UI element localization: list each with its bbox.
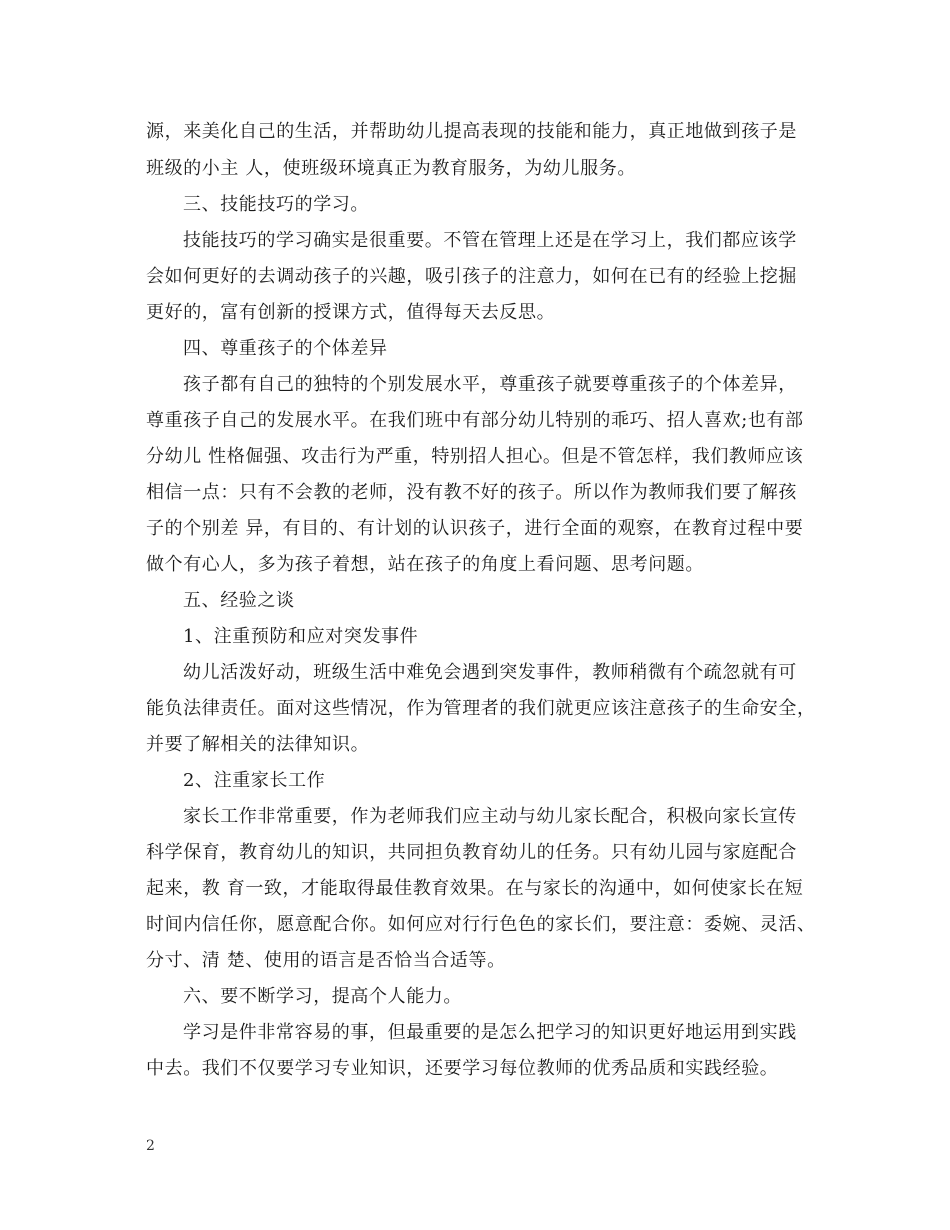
text-line: 时间内信任你，愿意配合你。如何应对行行色色的家长们，要注意：委婉、灵活、: [146, 914, 816, 935]
text-line: 尊重孩子自己的发展水平。在我们班中有部分幼儿特别的乖巧、招人喜欢;也有部: [146, 410, 804, 431]
subsection-heading: 2、注重家长工作: [183, 770, 326, 791]
subsection-heading: 1、注重预防和应对突发事件: [183, 626, 419, 647]
text-line: 子的个别差 异，有目的、有计划的认识孩子，进行全面的观察，在教育过程中要: [146, 518, 804, 539]
text-line: 分寸、清 楚、使用的语言是否恰当合适等。: [146, 950, 506, 971]
text-line: 幼儿活泼好动，班级生活中难免会遇到突发事件，教师稍微有个疏忽就有可: [183, 662, 797, 683]
text-line: 孩子都有自己的独特的个别发展水平，尊重孩子就要尊重孩子的个体差异，: [183, 374, 797, 395]
text-line: 起来，教 育一致，才能取得最佳教育效果。在与家长的沟通中，如何使家长在短: [146, 878, 804, 899]
section-heading: 五、经验之谈: [183, 590, 295, 611]
text-line: 学习是件非常容易的事，但最重要的是怎么把学习的知识更好地运用到实践: [183, 1022, 797, 1043]
text-line: 源，来美化自己的生活，并帮助幼儿提高表现的技能和能力，真正地做到孩子是: [146, 121, 797, 142]
text-line: 会如何更好的去调动孩子的兴趣，吸引孩子的注意力，如何在已有的经验上挖掘: [146, 266, 797, 287]
text-line: 中去。我们不仅要学习专业知识，还要学习每位教师的优秀品质和实践经验。: [146, 1058, 779, 1079]
section-heading: 四、尊重孩子的个体差异: [183, 338, 388, 359]
text-line: 做个有心人，多为孩子着想，站在孩子的角度上看问题、思考问题。: [146, 554, 704, 575]
text-line: 更好的，富有创新的授课方式，值得每天去反思。: [146, 302, 556, 323]
page-number: 2: [146, 1138, 155, 1154]
section-heading: 六、要不断学习，提高个人能力。: [183, 986, 462, 1007]
text-line: 并要了解相关的法律知识。: [146, 734, 370, 755]
text-line: 能负法律责任。面对这些情况，作为管理者的我们就更应该注意孩子的生命安全，: [146, 698, 816, 719]
text-line: 家长工作非常重要，作为老师我们应主动与幼儿家长配合，积极向家长宣传: [183, 806, 797, 827]
text-line: 相信一点：只有不会教的老师，没有教不好的孩子。所以作为教师我们要了解孩: [146, 482, 797, 503]
text-line: 科学保育，教育幼儿的知识，共同担负教育幼儿的任务。只有幼儿园与家庭配合: [146, 842, 797, 863]
text-line: 分幼儿 性格倔强、攻击行为严重，特别招人担心。但是不管怎样，我们教师应该: [146, 446, 804, 467]
text-line: 技能技巧的学习确实是很重要。不管在管理上还是在学习上，我们都应该学: [183, 230, 797, 251]
section-heading: 三、技能技巧的学习。: [183, 194, 369, 215]
text-line: 班级的小主 人，使班级环境真正为教育服务，为幼儿服务。: [146, 158, 636, 179]
